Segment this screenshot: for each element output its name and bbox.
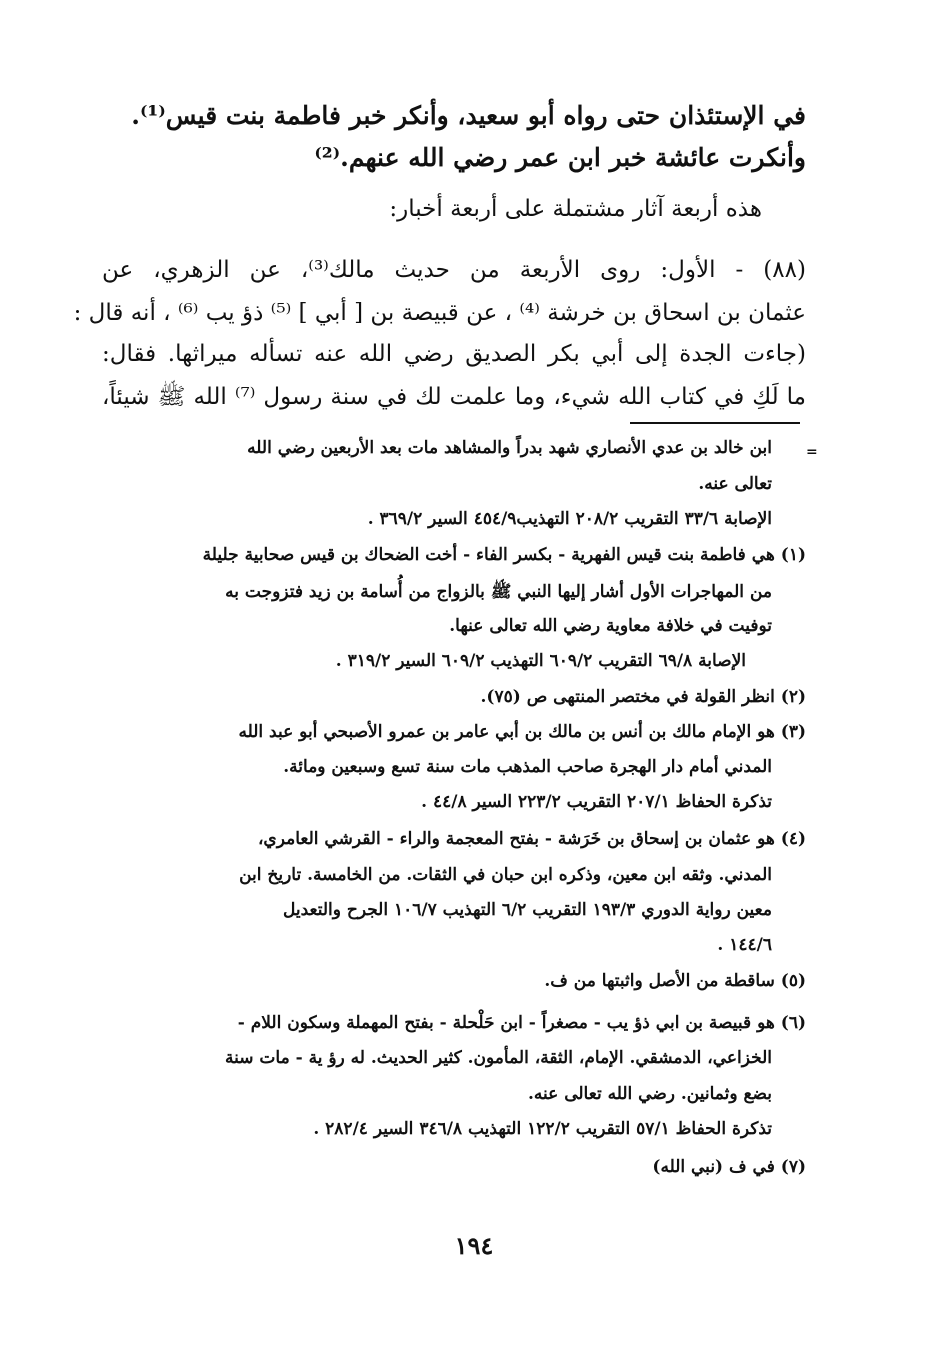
footnote-line: معين رواية الدوري ١٩٣/٣ التقريب ٦/٢ التهذيب ١٠٦/٧ الجرح والتعديل [282, 900, 772, 920]
footnote-line: تذكرة الحفاظ ٥٧/١ التقريب ١٢٢/٢ التهذيب ٣٤٦/٨ السير ٢٨٢/٤ . [313, 1119, 772, 1139]
footnote-line: (١) هي فاطمة بنت قيس الفهرية - بكسر الفاء - أخت الضحاك بن قيس صحابية جليلة [202, 545, 806, 565]
footnote-line: (٧) في ف (نبي الله) [652, 1157, 806, 1177]
footnote-line: (٤) هو عثمان بن إسحاق بن خَرَشة - بفتح المعجمة والراء - القرشي العامري، [257, 829, 806, 849]
footnote-line: بضع وثمانين. رضي الله تعالى عنه. [527, 1084, 772, 1104]
footnote-line: تعالى عنه. [698, 474, 772, 494]
footnote-line: ابن خالد بن عدي الأنصاري شهد بدراً والمشاهد مات بعد الأربعين رضي الله [247, 438, 772, 458]
main-line-4: (٨٨) - الأول: روى الأربعة من حديث مالك⁽³⁾، عن الزهري، عن [102, 257, 806, 283]
footnote-line: (٦) هو قبيصة بن ابي ذؤ يب - مصغراً - ابن حَلْحلة - بفتح المهملة وسكون اللام - [237, 1013, 806, 1033]
footnote-line: (٥) ساقطة من الأصل واثبتها من ف. [544, 971, 806, 991]
main-line-2: وأنكرت عائشة خبر ابن عمر رضي الله عنهم.⁽²⁾ [314, 143, 806, 172]
main-line-1: في الإستئذان حتى رواه أبو سعيد، وأنكر خبر فاطمة بنت قيس⁽¹⁾. [131, 101, 806, 130]
footnote-line: توفيت في خلافة معاوية رضي الله تعالى عنها. [449, 616, 772, 636]
footnote-line: ١٤٤/٦ . [717, 935, 772, 955]
main-line-6: (جاءت الجدة إلى أبي بكر الصديق رضي الله عنه تسأله ميراثها. فقال: [102, 341, 806, 367]
footnote-line: الخزاعي، الدمشقي. الإمام، الثقة، المأمون. كثير الحديث. له رؤ ية - مات سنة [224, 1048, 772, 1068]
main-line-3: هذه أربعة آثار مشتملة على أربعة أخبار: [389, 196, 762, 222]
footnote-line: الإصابة ٦٩/٨ التقريب ٦٠٩/٢ التهذيب ٦٠٩/٢ السير ٣١٩/٢ . [335, 651, 746, 671]
main-line-7: ما لَكِ في كتاب الله شيء، وما علمت لك في سنة رسول ⁽⁷⁾ الله ﷺ شيئاً، [102, 384, 806, 410]
footnote-line: من المهاجرات الأول أشار إليها النبي ﷺ بالزواج من أُسامة بن زيد فتزوجت به [225, 582, 772, 602]
footnote-line: (٢) انظر القولة في مختصر المنتهى ص (٧٥). [480, 687, 806, 707]
text-underline [630, 422, 800, 424]
footnote-line: المدني. وثقه ابن معين، وذكره ابن حبان في الثقات. من الخامسة. تاريخ ابن [239, 865, 772, 885]
continuation-marker: = [806, 444, 818, 460]
footnote-line: (٣) هو الإمام مالك بن أنس بن مالك بن أبي عامر بن عمرو الأصبحي أبو عبد الله [238, 722, 806, 742]
footnote-line: الإصابة ٣٣/٦ التقريب ٢٠٨/٢ التهذيب٤٥٤/٩ السير ٣٦٩/٢ . [367, 509, 772, 529]
main-line-5: عثمان بن اسحاق بن خرشة ⁽⁴⁾ ، عن قبيصة بن [ أبي ] ⁽⁵⁾ ذؤ يب ⁽⁶⁾ ، أنه قال : [73, 300, 806, 326]
footnote-line: المدني أمام دار الهجرة صاحب المذهب مات سنة تسع وسبعين ومائة. [283, 757, 772, 777]
page-number: ١٩٤ [454, 1231, 494, 1260]
footnote-line: تذكرة الحفاظ ٢٠٧/١ التقريب ٢٢٣/٢ السير ٤٤/٨ . [421, 792, 772, 812]
